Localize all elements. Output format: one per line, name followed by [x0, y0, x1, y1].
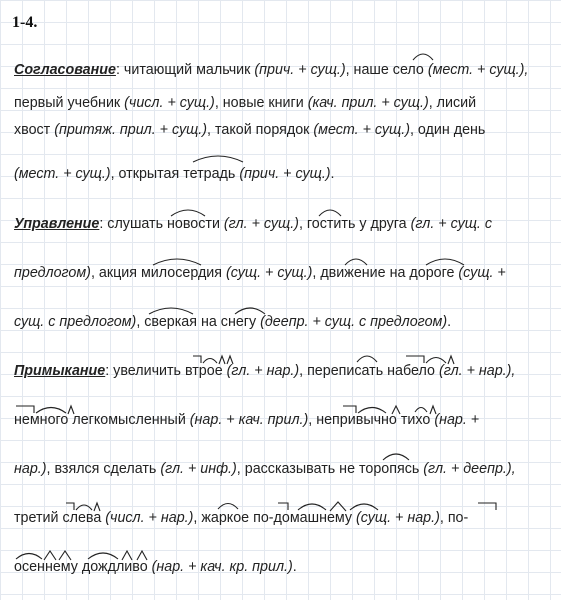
- agreement-text: , один день: [409, 122, 486, 138]
- government-text: .: [447, 314, 452, 330]
- root-arc-mark: [193, 156, 243, 162]
- government-text: , гостить у друга: [298, 216, 411, 232]
- adjacency-term: Примыкание: [14, 363, 106, 379]
- adjacency-line-4: [14, 509, 468, 527]
- government-annotation: (сущ. + сущ.): [226, 265, 313, 281]
- agreement-annotation: (мест. + сущ.),: [427, 62, 529, 78]
- agreement-annotation: (мест. + сущ.): [14, 166, 111, 182]
- agreement-annotation: (кач. прил. + сущ.): [307, 95, 429, 111]
- adjacency-text: , жаркое по-домашнему: [193, 510, 357, 526]
- government-text: : слушать новости: [99, 216, 224, 232]
- agreement-line-1: [14, 61, 528, 79]
- adjacency-text: : увеличить втрое: [105, 363, 227, 379]
- root-arc-mark: [413, 54, 433, 60]
- government-annotation: (гл. + сущ.): [223, 216, 299, 232]
- adjacency-line-5: [14, 558, 297, 576]
- adjacency-text: .: [292, 559, 297, 575]
- adjacency-annotation: (нар. +: [434, 412, 480, 428]
- adjacency-text: третий слева: [14, 510, 106, 526]
- adjacency-annotation: (нар. + кач. прил.): [189, 412, 309, 428]
- adjacency-annotation: (числ. + нар.): [105, 510, 194, 526]
- agreement-line-2: [14, 94, 476, 112]
- adjacency-text: осеннему дождливо: [14, 559, 152, 575]
- adjacency-line-1: [14, 362, 515, 380]
- adjacency-annotation: (гл. + нар.),: [438, 363, 516, 379]
- adjacency-annotation: (гл. + нар.): [226, 363, 300, 379]
- government-text: , движение на дороге: [312, 265, 459, 281]
- agreement-text: , открытая тетрадь: [110, 166, 240, 182]
- government-annotation: предлогом): [14, 265, 91, 281]
- adjacency-text: , рассказывать не торопясь: [236, 461, 424, 477]
- adjacency-annotation: (гл. + инф.): [160, 461, 237, 477]
- government-annotation: (сущ. +: [458, 265, 506, 281]
- adjacency-annotation: (гл. + деепр.),: [423, 461, 516, 477]
- adjacency-text: , непривычно тихо: [308, 412, 435, 428]
- agreement-annotation: (мест. + сущ.): [313, 122, 410, 138]
- agreement-annotation: (прич. + сущ.): [239, 166, 331, 182]
- government-line-1: [14, 215, 492, 233]
- government-annotation: сущ. с предлогом): [14, 314, 137, 330]
- government-line-2: [14, 264, 506, 282]
- agreement-line-4: [14, 165, 335, 183]
- government-line-3: [14, 313, 451, 331]
- adjacency-annotation: нар.): [14, 461, 47, 477]
- agreement-text: первый учебник: [14, 95, 125, 111]
- adjacency-annotation: (сущ. + нар.): [356, 510, 440, 526]
- agreement-annotation: (числ. + сущ.): [124, 95, 215, 111]
- government-annotation: (гл. + сущ. с: [410, 216, 493, 232]
- adjacency-line-2: [14, 411, 479, 429]
- agreement-term: Согласование: [14, 62, 116, 78]
- agreement-text: : читающий мальчик: [115, 62, 255, 78]
- agreement-text: .: [330, 166, 335, 182]
- government-term: Управление: [14, 216, 100, 232]
- adjacency-text: , переписать набело: [299, 363, 439, 379]
- adjacency-text: немного легкомысленный: [14, 412, 190, 428]
- agreement-text: , лисий: [428, 95, 477, 111]
- agreement-annotation: (прич. + сущ.): [254, 62, 346, 78]
- adjacency-annotation: (нар. + кач. кр. прил.): [151, 559, 293, 575]
- exercise-number: 1-4.: [12, 14, 38, 31]
- agreement-text: , наше село: [345, 62, 428, 78]
- government-text: , сверкая на снегу: [136, 314, 261, 330]
- government-annotation: (деепр. + сущ. с предлогом): [260, 314, 448, 330]
- prefix-mark: [478, 503, 496, 510]
- agreement-text: , новые книги: [214, 95, 308, 111]
- adjacency-text: , по-: [439, 510, 469, 526]
- adjacency-text: , взялся сделать: [46, 461, 161, 477]
- agreement-line-3: [14, 121, 485, 139]
- government-text: , акция милосердия: [90, 265, 227, 281]
- adjacency-line-3: [14, 460, 516, 478]
- agreement-annotation: (притяж. прил. + сущ.): [54, 122, 208, 138]
- agreement-text: хвост: [14, 122, 55, 138]
- agreement-text: , такой порядок: [207, 122, 314, 138]
